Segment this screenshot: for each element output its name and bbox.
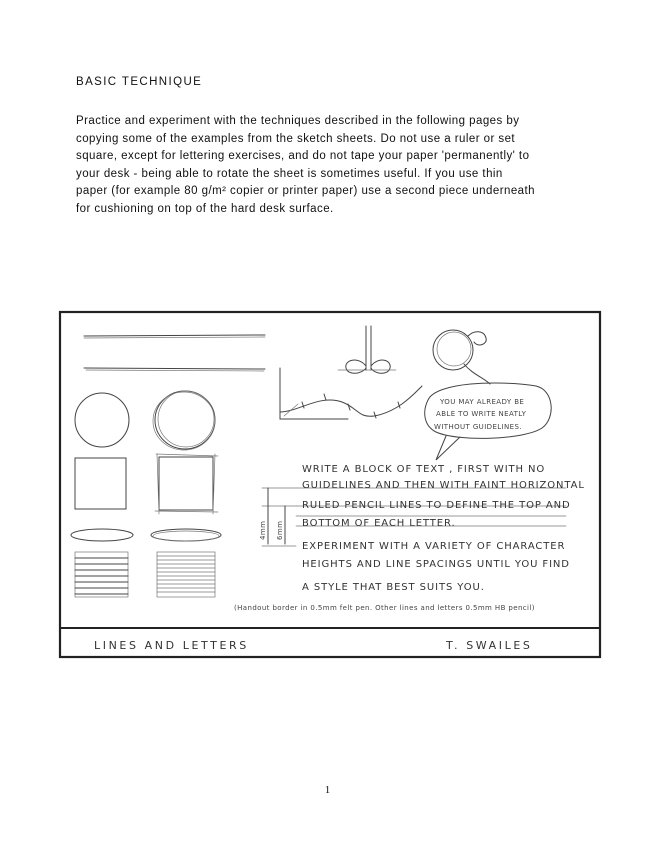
bubble-line-1: YOU MAY ALREADY BE — [440, 398, 525, 406]
section-heading: BASIC TECHNIQUE — [76, 76, 203, 88]
sketch-ellipses — [71, 529, 221, 541]
sketch-graph — [280, 368, 422, 419]
dimension-marks — [259, 488, 296, 546]
speech-bubble — [425, 383, 551, 460]
sketch-lines — [84, 335, 265, 371]
intro-paragraph: Practice and experiment with the techniques described in the following pages by copying some of the examples from the sketch sheets. Do not use a ruler or set square, except for lettering exercises, and do not tape your paper 'permanently' to your desk - being able to rotate the sheet is sometimes useful. If you use thin paper (for example 80 g/m² copier or printer paper) use a second piece underneath for cushioning on top of the hard desk surface. — [76, 115, 535, 215]
lettering-line-2: GUIDELINES AND THEN WITH FAINT HORIZONTAL — [302, 480, 585, 491]
lettering-line-3: RULED PENCIL LINES TO DEFINE THE TOP AND — [302, 500, 571, 511]
lettering-line-7: A STYLE THAT BEST SUITS YOU. — [302, 582, 485, 593]
title-left: LINES AND LETTERS — [94, 639, 249, 652]
dim-label-6mm: 6mm — [276, 520, 284, 540]
lettering-line-6: HEIGHTS AND LINE SPACINGS UNTIL YOU FIND — [302, 559, 570, 570]
lettering-line-4: BOTTOM OF EACH LETTER. — [302, 518, 456, 529]
sketch-circles — [75, 391, 215, 450]
lettering-line-5: EXPERIMENT WITH A VARIETY OF CHARACTER — [302, 541, 566, 552]
page-number: 1 — [324, 784, 331, 796]
lettering-block — [296, 464, 585, 593]
sheet-footnote: (Handout border in 0.5mm felt pen. Other lines and letters 0.5mm HB pencil) — [234, 604, 535, 612]
bubble-line-3: WITHOUT GUIDELINES. — [434, 423, 522, 431]
title-right: T. SWAILES — [446, 639, 533, 652]
sketch-squares — [75, 454, 218, 514]
lettering-line-1: WRITE A BLOCK OF TEXT , FIRST WITH NO — [302, 464, 546, 475]
sketch-spiral — [433, 330, 490, 384]
sketch-loops — [338, 326, 396, 373]
dim-label-4mm: 4mm — [259, 520, 267, 540]
sketch-sheet — [58, 308, 603, 660]
bubble-line-2: ABLE TO WRITE NEATLY — [436, 410, 527, 418]
sketch-hatching — [75, 552, 215, 597]
